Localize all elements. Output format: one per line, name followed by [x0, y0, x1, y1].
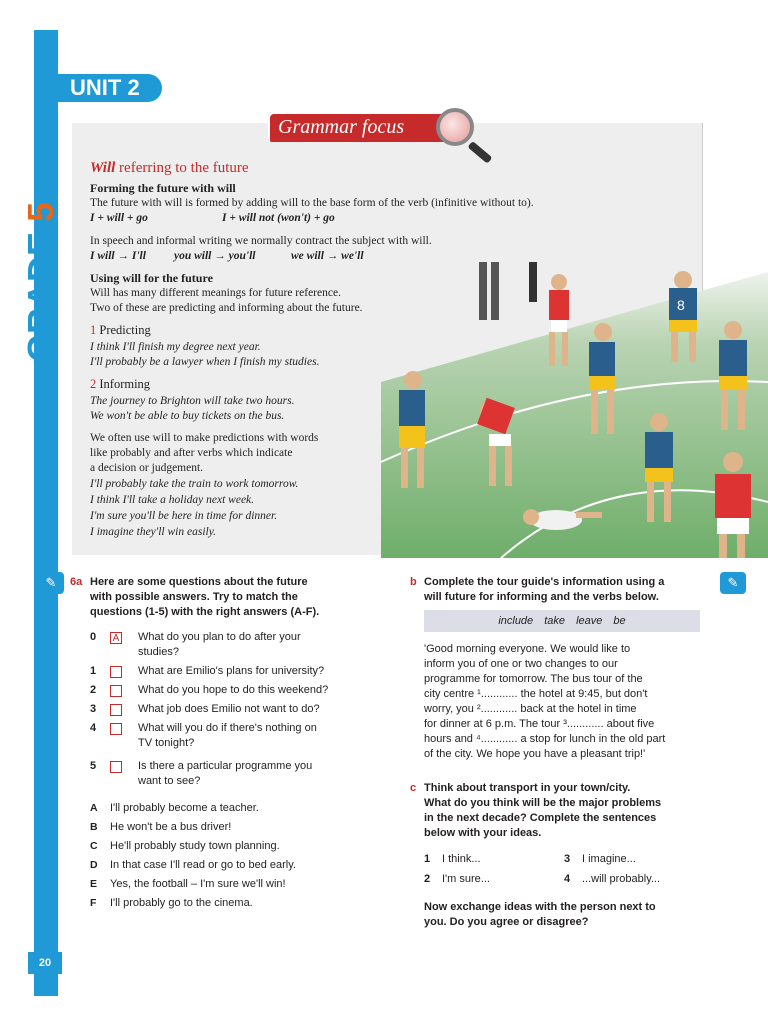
will-ex2: I think I'll take a holiday next week.: [90, 494, 255, 506]
side-bar: [34, 30, 58, 996]
answer-text: Yes, the football – I'm sure we'll win!: [110, 878, 286, 890]
exc-end1: Now exchange ideas with the person next to: [424, 901, 656, 913]
unit-tab: UNIT 2: [58, 74, 162, 102]
section-2-title: Informing: [99, 377, 151, 391]
answer-letter: F: [90, 897, 97, 909]
grade-word: GRADE: [20, 231, 61, 362]
pencil-icon-left: ✎: [38, 572, 64, 594]
grammar-p5: We often use will to make predictions with words: [90, 432, 319, 444]
exb-text-4: city centre ¹............ the hotel at 9:45, but don't: [424, 688, 648, 700]
grammar-f1: I + will + go: [90, 212, 148, 224]
section-1-title: Predicting: [99, 323, 151, 337]
answer-box[interactable]: [110, 723, 122, 735]
answer-box[interactable]: [110, 761, 122, 773]
answer-box[interactable]: [110, 704, 122, 716]
answer-text: He'll probably study town planning.: [110, 840, 280, 852]
question-text-cont: TV tonight?: [138, 737, 195, 749]
football-illustration: [381, 262, 768, 558]
question-text: What are Emilio's plans for university?: [138, 665, 325, 677]
exc-instr3: in the next decade? Complete the sentences: [424, 812, 657, 824]
exc-instr2: What do you think will be the major problems: [424, 797, 662, 809]
grammar-p1: The future with will is formed by adding will to the base form of the verb (infinitive without to).: [90, 197, 534, 209]
will-ex4: I imagine they'll win easily.: [90, 526, 217, 538]
question-number: 3: [90, 703, 97, 715]
grammar-focus-banner: Grammar focus: [268, 112, 464, 142]
exb-text-8: of the city. We hope you have a pleasant trip!': [424, 748, 646, 760]
grammar-p2: In speech and informal writing we normally contract the subject with will.: [90, 235, 432, 247]
ex6a-label: [70, 576, 82, 590]
exc-prompt4-num: 4: [564, 873, 571, 885]
grade-number: 5: [20, 201, 61, 222]
exb-text-7: hours and ⁴............ a stop for lunch in the old part: [424, 733, 666, 745]
answer-text: In that case I'll read or go to bed early.: [110, 859, 296, 871]
question-number: 5: [90, 760, 97, 772]
answer-text: I'll probably go to the cinema.: [110, 897, 253, 909]
predict-ex2: I'll probably be a lawyer when I finish my studies.: [90, 356, 320, 368]
answer-letter: A: [90, 802, 98, 814]
svg-text:8: 8: [677, 297, 685, 313]
exc-prompt1: I think...: [442, 853, 481, 865]
answer-text: He won't be a bus driver!: [110, 821, 232, 833]
section-1-num: 1: [90, 323, 97, 337]
grammar-h2: Using will for the future: [90, 271, 213, 285]
question-text: What will you do if there's nothing on: [138, 722, 317, 734]
will-ex3: I'm sure you'll be here in time for dinner.: [90, 510, 278, 522]
exc-end2: you. Do you agree or disagree?: [424, 916, 589, 928]
exb-instr1: Complete the tour guide's information using a: [424, 576, 665, 588]
answer-letter: B: [90, 821, 98, 833]
ex6a-instr3: questions (1-5) with the right answers (A-F).: [90, 606, 320, 618]
exc-instr1: Think about transport in your town/city.: [424, 782, 631, 794]
exb-text-6: for dinner at 6 p.m. The tour ³............ about five: [424, 718, 655, 730]
question-number: 0: [90, 631, 97, 643]
grammar-p7: a decision or judgement.: [90, 462, 204, 474]
section-predicting: [90, 324, 151, 337]
rule-title: [90, 160, 249, 177]
grammar-c2: you will → you'll: [174, 250, 256, 262]
exb-label: b: [410, 576, 417, 588]
exc-instr4: below with your ideas.: [424, 827, 542, 839]
exc-prompt3-num: 3: [564, 853, 571, 865]
rule-title-will: Will: [90, 160, 116, 176]
magnifier-icon: [436, 108, 474, 146]
inform-ex1: The journey to Brighton will take two hours.: [90, 395, 295, 407]
exc-prompt1-num: 1: [424, 853, 431, 865]
will-ex1: I'll probably take the train to work tomorrow.: [90, 478, 299, 490]
page-number: 20: [28, 952, 62, 974]
section-informing: [90, 378, 150, 391]
grammar-p4: Two of these are predicting and informing about the future.: [90, 302, 363, 314]
ex6a-instr1: Here are some questions about the future: [90, 576, 308, 588]
answer-letter: C: [90, 840, 98, 852]
question-number: 2: [90, 684, 97, 696]
ex6a-instr2: with possible answers. Try to match the: [90, 591, 298, 603]
exb-instr2: will future for informing and the verbs below.: [424, 591, 659, 603]
exc-prompt2-num: 2: [424, 873, 431, 885]
grammar-h1: Forming the future with will: [90, 181, 236, 195]
grammar-c1: I will → I'll: [90, 250, 146, 262]
question-text: What do you plan to do after your: [138, 631, 301, 643]
grammar-p6: like probably and after verbs which indicate: [90, 447, 293, 459]
exb-text-3: programme for tomorrow. The bus tour of the: [424, 673, 643, 685]
question-text-cont: studies?: [138, 646, 179, 658]
verbs-box: include take leave be: [424, 610, 700, 632]
exc-prompt2: I'm sure...: [442, 873, 490, 885]
inform-ex2: We won't be able to buy tickets on the bus.: [90, 410, 285, 422]
answer-box[interactable]: [110, 685, 122, 697]
question-text-cont: want to see?: [138, 775, 201, 787]
pencil-icon-right: ✎: [720, 572, 746, 594]
question-text: Is there a particular programme you: [138, 760, 313, 772]
answer-text: I'll probably become a teacher.: [110, 802, 259, 814]
answer-box[interactable]: A: [110, 632, 122, 644]
exb-text-1: 'Good morning everyone. We would like to: [424, 643, 631, 655]
answer-box[interactable]: [110, 666, 122, 678]
answer-letter: D: [90, 859, 98, 871]
grammar-c3: we will → we'll: [291, 250, 364, 262]
question-text: What job does Emilio not want to do?: [138, 703, 320, 715]
exb-text-5: worry, you ²............ back at the hotel in time: [424, 703, 637, 715]
grammar-p3: Will has many different meanings for future reference.: [90, 287, 341, 299]
section-2-num: 2: [90, 377, 97, 391]
question-text: What do you hope to do this weekend?: [138, 684, 329, 696]
question-number: 1: [90, 665, 97, 677]
exb-text-2: inform you of one or two changes to our: [424, 658, 618, 670]
grade-label: [20, 201, 72, 362]
exc-prompt3: I imagine...: [582, 853, 636, 865]
rule-title-rest: referring to the future: [115, 160, 249, 176]
ex6a-num: 6a: [70, 576, 83, 588]
grammar-f2: I + will not (won't) + go: [222, 212, 335, 224]
exc-prompt4: ...will probably...: [582, 873, 661, 885]
question-number: 4: [90, 722, 97, 734]
predict-ex1: I think I'll finish my degree next year.: [90, 341, 261, 353]
answer-letter: E: [90, 878, 98, 890]
exc-label: c: [410, 782, 417, 794]
